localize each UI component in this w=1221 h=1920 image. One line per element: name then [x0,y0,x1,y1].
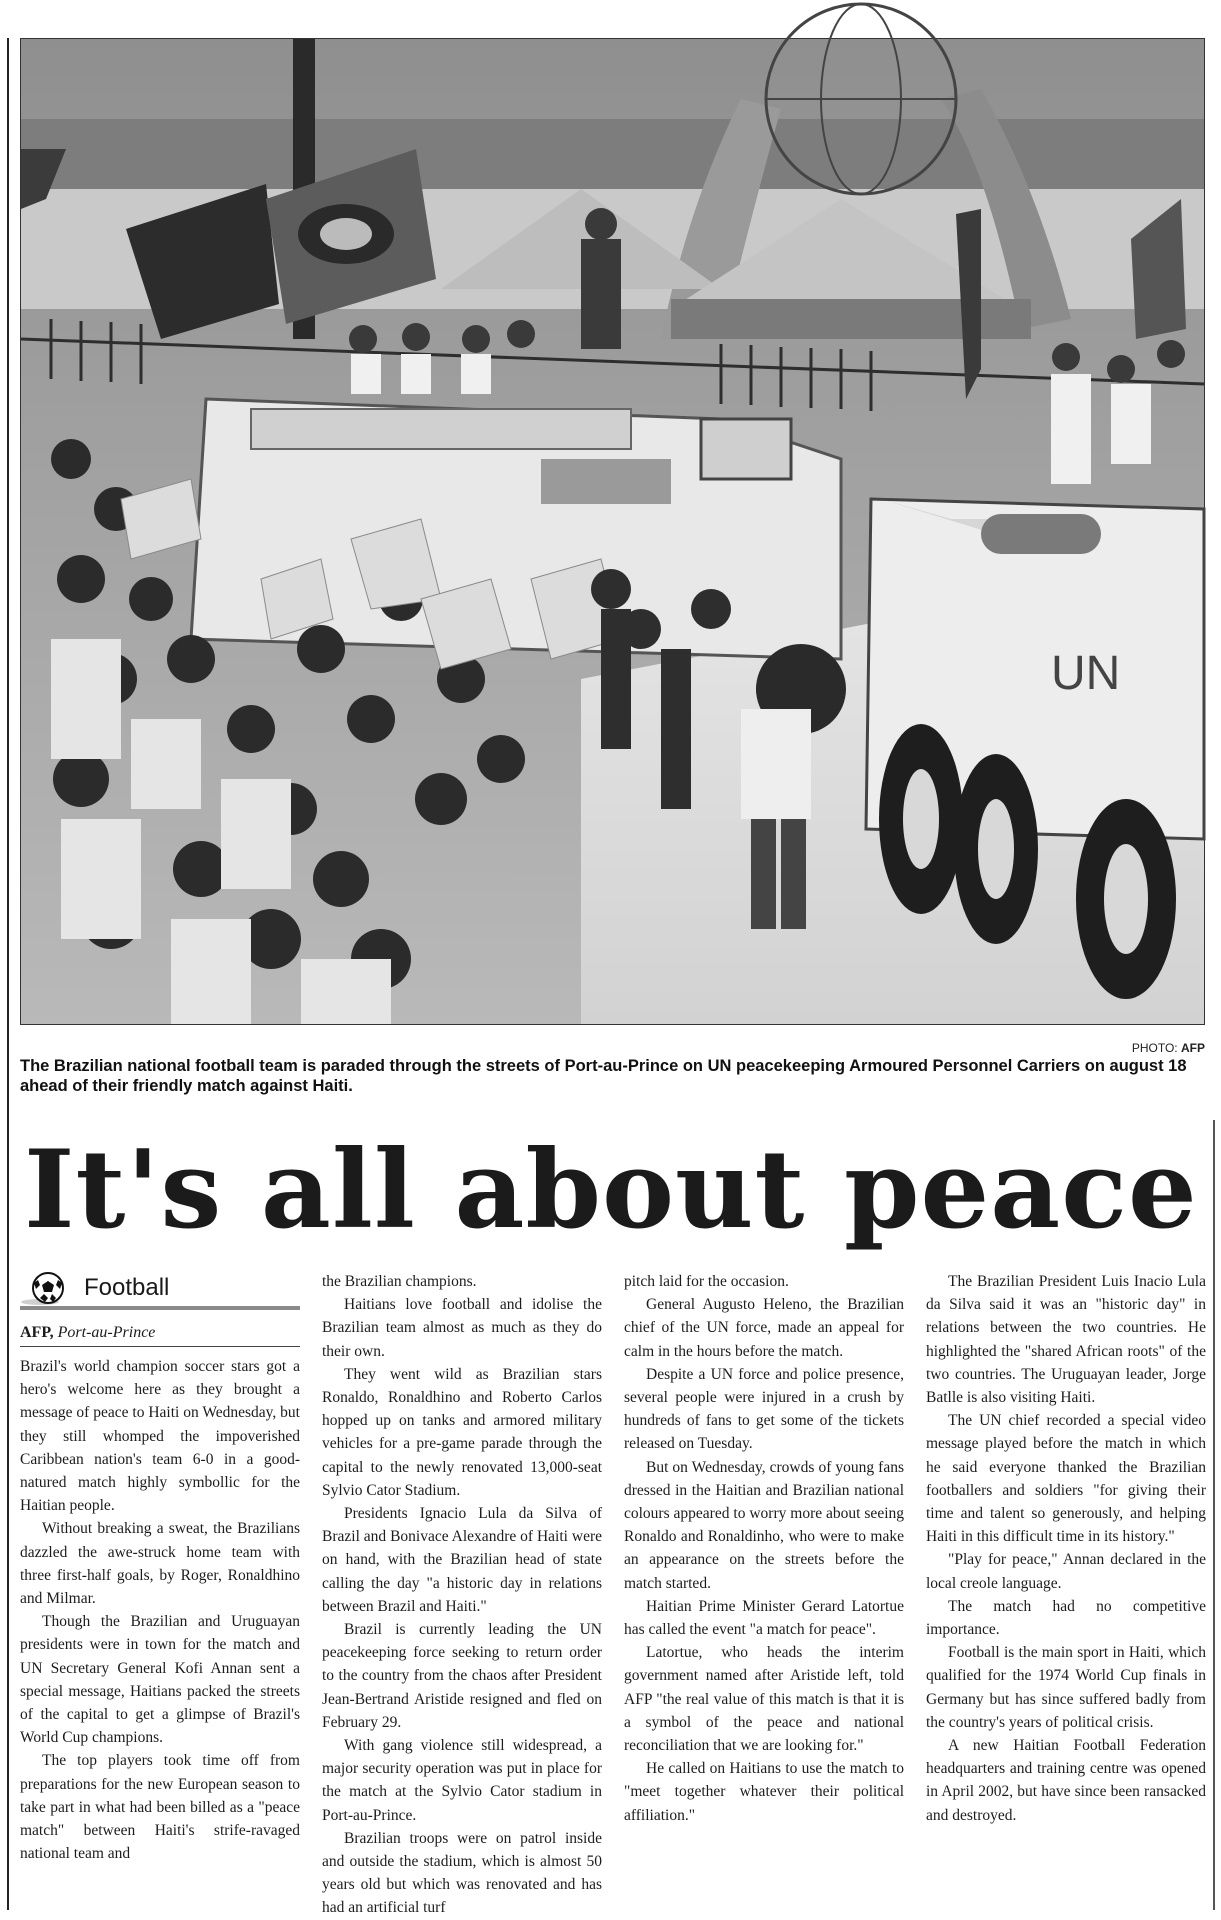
paragraph: Latortue, who heads the interim government named after Aristide left, told AFP "the real value of this match is that it is a symbol of the peace and national reconciliation that we are looking for." [624,1644,904,1755]
paragraph: The top players took time off from preparations for the new European season to take part in what had been billed as a "peace match" between Haiti's strife-ravaged national team and [20,1752,300,1863]
article-column-2 [322,1270,602,1917]
article-column-1 [20,1270,300,1900]
paragraph: "Play for peace," Annan declared in the local creole language. [926,1551,1206,1592]
photo-caption: The Brazilian national football team is paraded through the streets of Port-au-Prince on UN peacekeeping Armoured Personnel Carriers on august 18 ahead of their friendly match against Haiti. [20,1057,1187,1095]
paragraph: Brazil's world champion soccer stars got a hero's welcome here as they brought a message of peace to Haiti on Wednesday, but they still whomped the impoverished Caribbean nation's team 6-0 in a good-natured match highly symbollic for the Haitian people. [20,1358,300,1515]
paragraph: Though the Brazilian and Uruguayan presidents were in town for the match and UN Secretary General Kofi Annan sent a special message, Haitians packed the streets of the capital to get a glimpse of Brazil's World Cup champions. [20,1613,300,1747]
paragraph: He called on Haitians to use the match to "meet together whatever their political affiliation." [624,1760,904,1824]
paragraph: Brazil is currently leading the UN peacekeeping force seeking to return order to the country from the chaos after President Jean-Bertrand Aristide resigned and fled on February 29. [322,1621,602,1731]
photo-credit-label: PHOTO: [1131,1041,1178,1055]
paragraph: Football is the main sport in Haiti, which qualified for the 1974 World Cup finals in Germany but has since suffered badly from the country's years of political crisis. [926,1644,1206,1731]
article-column-4 [926,1270,1206,1900]
apc-marking-text: UN [1051,647,1121,700]
news-photo [20,38,1205,1025]
paragraph: the Brazilian champions. [322,1273,477,1290]
dateline-place: Port-au-Prince [57,1324,156,1341]
dateline-agency: AFP, [20,1324,54,1341]
paragraph: A new Haitian Football Federation headquarters and training centre was opened in April 2002, but have since been ransacked and destroyed. [926,1737,1206,1824]
paragraph: They went wild as Brazilian stars Ronaldo, Ronaldhino and Roberto Carlos hopped up on tanks and armored military vehicles for a pre-game parade through the capital to the newly renovated 13,000-seat Sylvio Cator Stadium. [322,1365,602,1499]
paragraph: Brazilian troops were on patrol inside and outside the stadium, which is almost 50 years old but which was renovated and has had an artificial turf [322,1829,602,1917]
paragraph: With gang violence still widespread, a major security operation was put in place for the match at the Sylvio Cator stadium in Port-au-Prince. [322,1737,602,1824]
paragraph: Despite a UN force and police presence, several people were injured in a crush by hundreds of fans to get some of the tickets released on Tuesday. [624,1365,904,1453]
photo-credit [1132,1041,1205,1055]
page-left-rule [7,38,9,1910]
paragraph: The UN chief recorded a special video message played before the match in which he said everyone thanked the Brazilian footballers and soldiers "for giving their time and talent so generously, and helping Haiti in this difficult time in its history." [926,1412,1206,1546]
paragraph: The match had no competitive importance. [926,1597,1206,1639]
paragraph: Presidents Ignacio Lula da Silva of Brazil and Bonivace Alexandre of Haiti were on hand, with the Brazilian head of state calling the day "a historic day in relations between Brazil and Haiti." [322,1505,602,1615]
page-right-rule [1213,1120,1215,1910]
paragraph: But on Wednesday, crowds of young fans dressed in the Haitian and Brazilian national colours appeared to worry more about seeing Ronaldo and Ronaldinho, who were to make an appearance on the streets before the match started. [624,1458,904,1592]
football-icon [20,1271,76,1305]
headline: It's all about peace [24,1127,1198,1253]
section-name: Football [84,1274,170,1302]
paragraph: Without breaking a sweat, the Brazilians dazzled the awe-struck home team with three first-half goals, by Roger, Ronaldhino and Milmar. [20,1520,300,1608]
paragraph: Haitian Prime Minister Gerard Latortue has called the event "a match for peace". [624,1597,904,1639]
paragraph: pitch laid for the occasion. [624,1273,789,1290]
photo-credit-source: AFP [1181,1041,1205,1055]
article-body [20,1270,1210,1917]
paragraph: Haitians love football and idolise the Brazilian team almost as much as they do their own. [322,1296,602,1360]
section-tag [20,1270,300,1310]
article-column-3 [624,1270,904,1900]
paragraph: General Augusto Heleno, the Brazilian chief of the UN force, made an appeal for calm in the hours before the match. [624,1296,904,1360]
paragraph: The Brazilian President Luis Inacio Lula da Silva said it was an "historic day" in relations between the two countries. He highlighted the "shared African roots" of the two countries. The Uruguayan leader, Jorge Batlle is also visiting Haiti. [926,1273,1206,1407]
dateline [20,1322,300,1347]
